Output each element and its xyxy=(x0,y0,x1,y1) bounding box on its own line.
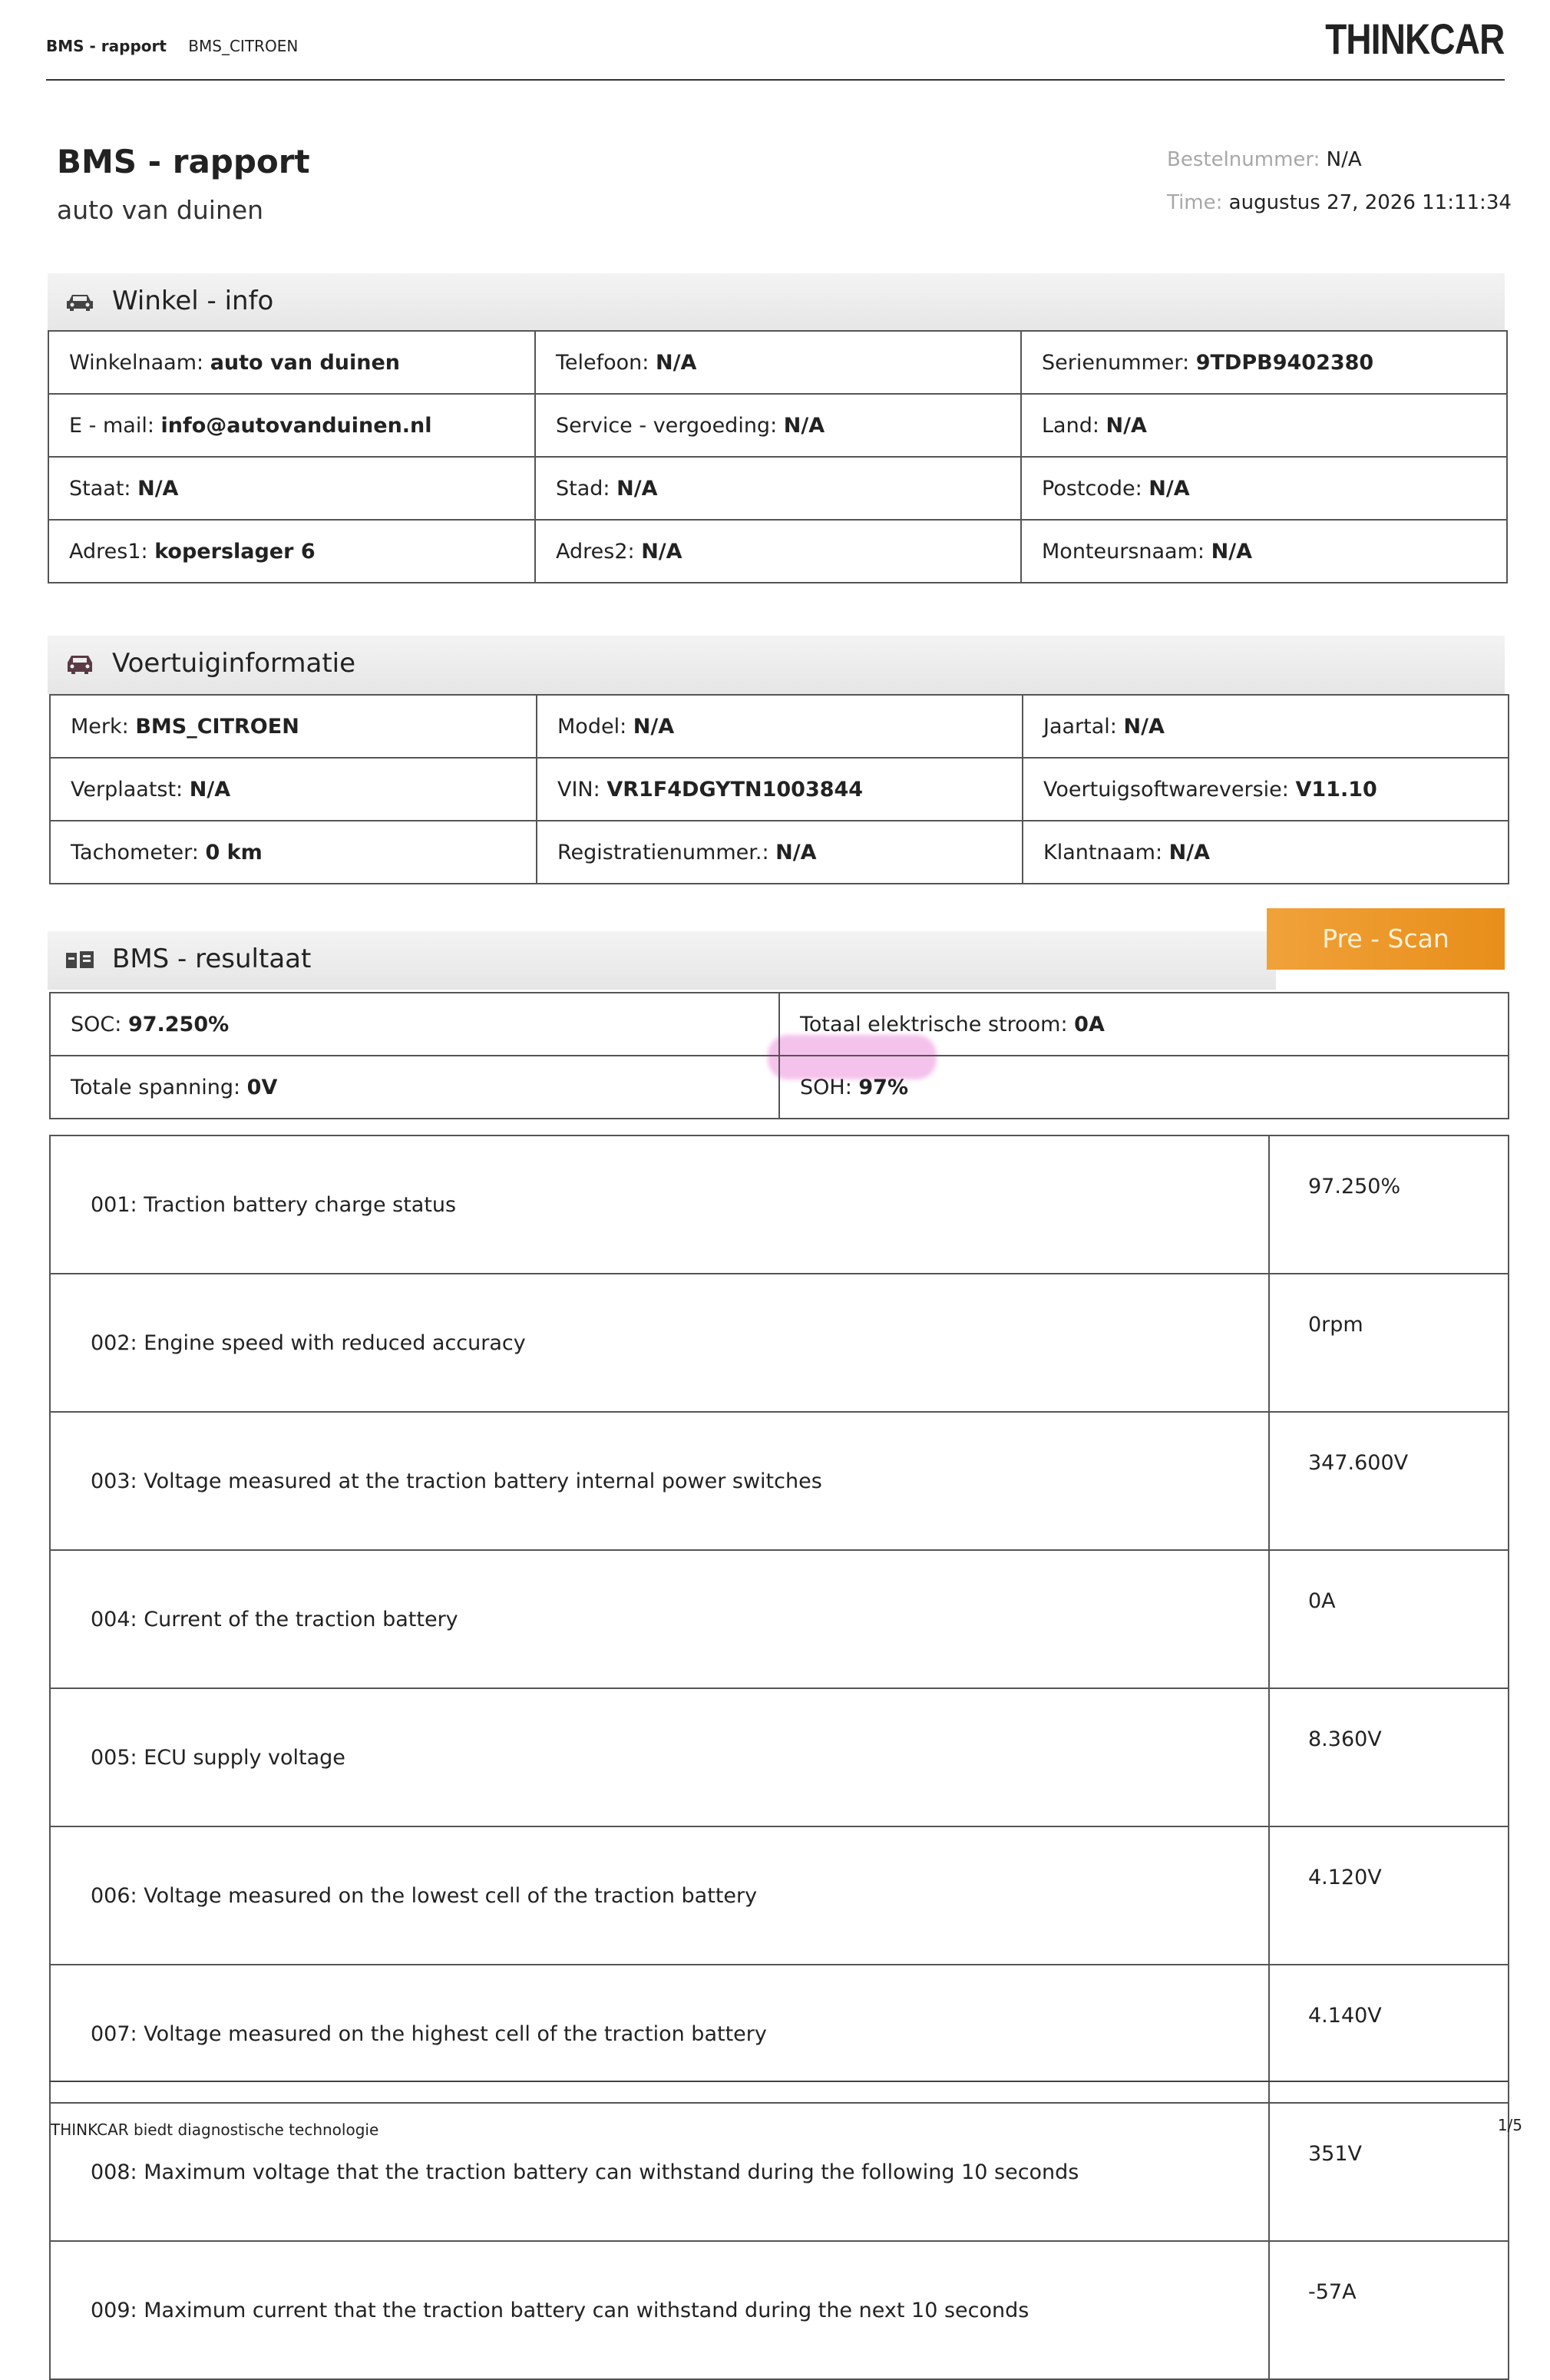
vehicle-field-label: Voertuigsoftwareversie: xyxy=(1043,777,1289,802)
bms-field-value: 0A xyxy=(1074,1012,1105,1036)
pid-label: Voltage measured at the traction battery internal power switches xyxy=(144,1469,822,1493)
vehicle-cell xyxy=(50,758,537,821)
vehicle-cell xyxy=(537,695,1023,758)
shop-cell xyxy=(535,457,1021,520)
pid-label-cell xyxy=(50,1412,1269,1550)
shop-cell xyxy=(48,394,535,457)
pid-value: 8.360V xyxy=(1269,1688,1509,1826)
shop-row xyxy=(48,520,1507,583)
car-front-icon xyxy=(64,653,95,676)
vehicle-cell xyxy=(1023,821,1509,884)
shop-field-value: N/A xyxy=(641,539,682,564)
shop-field-label: Adres1: xyxy=(69,539,148,564)
shop-cell xyxy=(1021,394,1507,457)
vehicle-field-value: N/A xyxy=(633,714,675,739)
pid-label-cell xyxy=(50,1135,1269,1274)
pid-label-cell xyxy=(50,1826,1269,1965)
vehicle-field-label: Tachometer: xyxy=(71,840,199,864)
shop-field-value: auto van duinen xyxy=(210,350,401,375)
shop-cell xyxy=(1021,520,1507,583)
order-number-label: Bestelnummer: xyxy=(1167,148,1320,171)
car-icon xyxy=(64,290,95,313)
bms-field-label: Totale spanning: xyxy=(71,1075,241,1099)
shop-field-label: Winkelnaam: xyxy=(69,350,204,375)
shop-row xyxy=(48,457,1507,520)
bms-result-title: BMS - resultaat xyxy=(112,944,312,974)
report-subtitle: auto van duinen xyxy=(57,195,264,225)
shop-cell xyxy=(1021,457,1507,520)
vehicle-field-value: N/A xyxy=(1123,714,1165,739)
shop-field-label: Adres2: xyxy=(556,539,635,564)
pid-number: 003: xyxy=(91,1469,137,1493)
pid-value: 0rpm xyxy=(1269,1274,1509,1412)
shop-row xyxy=(48,394,1507,457)
shop-info-title: Winkel - info xyxy=(112,286,274,316)
report-meta xyxy=(1167,138,1512,224)
pid-row xyxy=(50,1135,1509,1274)
pid-number: 008: xyxy=(91,2160,137,2184)
pid-label: Maximum current that the traction battery can withstand during the next 10 seconds xyxy=(144,2298,1029,2322)
report-time xyxy=(1167,181,1512,224)
pre-scan-badge: Pre - Scan xyxy=(1267,908,1505,970)
shop-field-value: N/A xyxy=(1148,476,1190,501)
pid-label: Traction battery charge status xyxy=(144,1192,457,1217)
shop-field-value: N/A xyxy=(137,476,179,501)
shop-field-label: E - mail: xyxy=(69,413,154,438)
pid-row xyxy=(50,2241,1509,2379)
bms-row xyxy=(50,993,1509,1056)
pid-number: 006: xyxy=(91,1883,137,1908)
vehicle-info-title: Voertuiginformatie xyxy=(112,648,356,679)
vehicle-field-label: Verplaatst: xyxy=(71,777,183,802)
vehicle-cell xyxy=(50,821,537,884)
footer-text: THINKCAR biedt diagnostische technologie xyxy=(51,2121,379,2139)
shop-info-header xyxy=(48,273,1505,332)
shop-cell xyxy=(535,394,1021,457)
pid-number: 004: xyxy=(91,1607,137,1631)
brand-logo: THINKCAR xyxy=(1324,15,1504,63)
pid-label-cell xyxy=(50,2241,1269,2379)
vehicle-field-value: N/A xyxy=(1168,840,1211,864)
pid-label: Current of the traction battery xyxy=(144,1607,458,1631)
vehicle-row xyxy=(50,758,1509,821)
header-breadcrumb xyxy=(46,37,298,55)
pid-row xyxy=(50,1688,1509,1826)
order-number-value: N/A xyxy=(1326,148,1362,171)
pid-label-cell xyxy=(50,1274,1269,1412)
vehicle-field-value: VR1F4DGYTN1003844 xyxy=(606,777,864,802)
vehicle-field-value: 0 km xyxy=(205,840,263,864)
pid-row xyxy=(50,1412,1509,1550)
shop-field-label: Staat: xyxy=(69,476,131,501)
bms-cell xyxy=(779,993,1509,1056)
vehicle-cell xyxy=(537,821,1023,884)
bms-result-table xyxy=(49,992,1509,1119)
bms-field-value: 0V xyxy=(246,1075,278,1099)
shop-field-label: Stad: xyxy=(556,476,610,501)
pid-row xyxy=(50,1826,1509,1965)
shop-field-value: 9TDPB9402380 xyxy=(1195,350,1374,375)
pid-value: 4.120V xyxy=(1269,1826,1509,1965)
shop-field-value: koperslager 6 xyxy=(154,539,316,564)
bms-field-label: SOC: xyxy=(71,1012,122,1036)
vehicle-field-label: VIN: xyxy=(557,777,600,802)
pid-label: Voltage measured on the highest cell of the traction battery xyxy=(144,2021,767,2046)
pid-label: Maximum voltage that the traction battery can withstand during the following 10 seconds xyxy=(144,2160,1079,2184)
pid-number: 007: xyxy=(91,2021,137,2046)
bms-row xyxy=(50,1056,1509,1119)
shop-field-label: Telefoon: xyxy=(556,350,649,375)
vehicle-cell xyxy=(1023,695,1509,758)
report-time-value: augustus 27, 2026 11:11:34 xyxy=(1228,191,1512,214)
bms-field-value: 97% xyxy=(858,1075,909,1099)
pid-number: 005: xyxy=(91,1745,137,1770)
shop-row xyxy=(48,331,1507,394)
pid-label: Voltage measured on the lowest cell of the traction battery xyxy=(144,1883,758,1908)
vehicle-field-label: Klantnaam: xyxy=(1043,840,1163,864)
battery-icon xyxy=(64,948,95,971)
pid-number: 002: xyxy=(91,1330,137,1355)
report-title: BMS - rapport xyxy=(57,143,310,180)
shop-field-label: Serienummer: xyxy=(1042,350,1190,375)
bms-cell xyxy=(50,993,779,1056)
pid-table xyxy=(49,1135,1509,2380)
vehicle-field-label: Registratienummer.: xyxy=(557,840,769,864)
pid-number: 009: xyxy=(91,2298,137,2322)
header-doc-label: BMS - rapport xyxy=(46,37,167,55)
footer-divider xyxy=(49,2081,1508,2082)
page-number: 1/5 xyxy=(1497,2116,1522,2134)
pid-label-cell xyxy=(50,1550,1269,1688)
vehicle-field-label: Merk: xyxy=(71,714,129,739)
pid-value: 97.250% xyxy=(1269,1135,1509,1274)
header-divider xyxy=(46,79,1505,81)
bms-field-label: Totaal elektrische stroom: xyxy=(800,1012,1068,1036)
shop-field-value: info@autovanduinen.nl xyxy=(160,413,432,438)
shop-field-value: N/A xyxy=(616,476,658,501)
pid-row xyxy=(50,1274,1509,1412)
shop-field-value: N/A xyxy=(1211,539,1252,564)
pid-value: 0A xyxy=(1269,1550,1509,1688)
pid-value: 351V xyxy=(1269,2103,1509,2241)
pid-label-cell xyxy=(50,1688,1269,1826)
vehicle-field-label: Jaartal: xyxy=(1043,714,1117,739)
pid-label: ECU supply voltage xyxy=(144,1745,345,1770)
vehicle-cell xyxy=(537,758,1023,821)
shop-field-label: Monteursnaam: xyxy=(1042,539,1205,564)
shop-field-value: N/A xyxy=(783,413,825,438)
bms-field-label: SOH: xyxy=(800,1075,852,1099)
vehicle-field-label: Model: xyxy=(557,714,627,739)
pid-value: 347.600V xyxy=(1269,1412,1509,1550)
vehicle-info-table xyxy=(49,694,1509,884)
bms-result-header xyxy=(48,931,1276,990)
vehicle-cell xyxy=(50,695,537,758)
shop-field-label: Postcode: xyxy=(1042,476,1142,501)
shop-field-value: N/A xyxy=(655,350,697,375)
report-time-label: Time: xyxy=(1167,191,1223,214)
pid-value: -57A xyxy=(1269,2241,1509,2379)
order-number xyxy=(1167,138,1512,181)
bms-cell xyxy=(50,1056,779,1119)
vehicle-field-value: BMS_CITROEN xyxy=(135,714,299,739)
vehicle-field-value: V11.10 xyxy=(1295,777,1377,802)
pid-label: Engine speed with reduced accuracy xyxy=(144,1330,526,1355)
pid-row xyxy=(50,1550,1509,1688)
shop-field-value: N/A xyxy=(1105,413,1147,438)
bms-cell xyxy=(779,1056,1509,1119)
shop-field-label: Land: xyxy=(1042,413,1099,438)
pid-label-cell xyxy=(50,1965,1269,2103)
shop-cell xyxy=(48,331,535,394)
vehicle-row xyxy=(50,821,1509,884)
pid-number: 001: xyxy=(91,1192,137,1217)
shop-cell xyxy=(535,520,1021,583)
shop-info-table xyxy=(48,330,1508,583)
shop-cell xyxy=(48,457,535,520)
bms-field-value: 97.250% xyxy=(127,1012,230,1036)
shop-cell xyxy=(1021,331,1507,394)
pid-row xyxy=(50,1965,1509,2103)
vehicle-cell xyxy=(1023,758,1509,821)
shop-cell xyxy=(535,331,1021,394)
vehicle-row xyxy=(50,695,1509,758)
vehicle-info-header xyxy=(48,636,1505,694)
vehicle-field-value: N/A xyxy=(189,777,231,802)
shop-field-label: Service - vergoeding: xyxy=(556,413,778,438)
shop-cell xyxy=(48,520,535,583)
header-vehicle-label: BMS_CITROEN xyxy=(188,37,299,55)
vehicle-field-value: N/A xyxy=(775,840,817,864)
pid-value: 4.140V xyxy=(1269,1965,1509,2103)
